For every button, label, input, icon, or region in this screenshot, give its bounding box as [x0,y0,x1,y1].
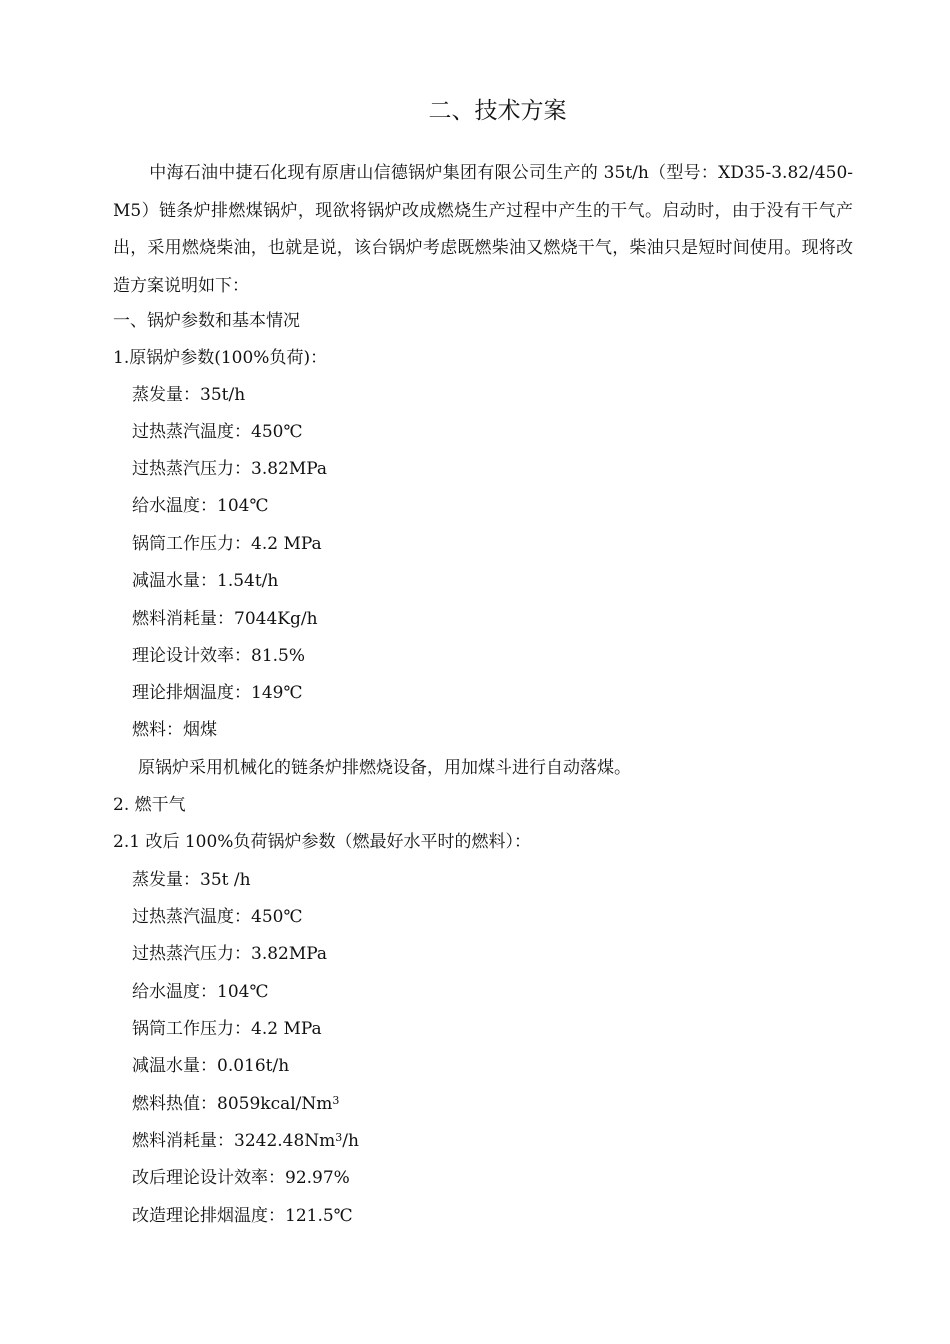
param-desuperheat-water: 减温水量：1.54t/h [132,571,279,591]
consumption-superscript: 3 [335,1131,343,1144]
section1-subheading: 1.原锅炉参数(100%负荷)： [113,348,328,368]
intro-paragraph [113,155,853,305]
param2-feedwater-temp: 给水温度：104℃ [132,982,269,1002]
section2-subheading: 2.1 改后 100%负荷锅炉参数（燃最好水平时的燃料）： [113,832,531,852]
param2-design-efficiency: 改后理论设计效率：92.97% [132,1168,350,1188]
param2-drum-pressure: 锅筒工作压力：4.2 MPa [132,1019,322,1039]
param-drum-pressure: 锅筒工作压力：4.2 MPa [132,534,322,554]
section2-heading: 2. 燃干气 [113,795,186,815]
param2-evaporation: 蒸发量：35t /h [132,870,251,890]
param-steam-pressure: 过热蒸汽压力：3.82MPa [132,459,328,479]
page-title: 二、技术方案 [428,98,567,124]
param2-exhaust-temp: 改造理论排烟温度：121.5℃ [132,1206,353,1226]
param2-steam-temp: 过热蒸汽温度：450℃ [132,907,303,927]
param-exhaust-temp: 理论排烟温度：149℃ [132,683,303,703]
section1-note: 原锅炉采用机械化的链条炉排燃烧设备，用加煤斗进行自动落煤。 [138,758,631,778]
param2-steam-pressure: 过热蒸汽压力：3.82MPa [132,944,328,964]
param-fuel: 燃料：烟煤 [132,720,217,740]
param-design-efficiency: 理论设计效率：81.5% [132,646,306,666]
param2-fuel-consumption [132,1129,359,1153]
heat-value-text: 燃料热值：8059kcal/Nm [132,1094,333,1114]
param-fuel-consumption: 燃料消耗量：7044Kg/h [132,609,318,629]
section1-heading: 一、锅炉参数和基本情况 [113,311,300,331]
heat-value-superscript: 3 [332,1094,340,1107]
intro-text: 中海石油中捷石化现有原唐山信德锅炉集团有限公司生产的 35t/h（型号：XD35-3.82/450-M5）链条炉排燃煤锅炉，现欲将锅炉改成燃烧生产过程中产生的干气。启动时，由于没有干气产出，采用燃烧柴油，也就是说，该台锅炉考虑既燃柴油又燃烧干气，柴油只是短时间使用。现将改造方案说明如下： [113,163,853,296]
param2-heat-value [132,1092,339,1116]
param2-desuperheat-water: 减温水量：0.016t/h [132,1056,290,1076]
param-steam-temp: 过热蒸汽温度：450℃ [132,422,303,442]
param-evaporation: 蒸发量：35t/h [132,385,246,405]
consumption-suffix: /h [342,1131,359,1151]
param-feedwater-temp: 给水温度：104℃ [132,496,269,516]
consumption-text: 燃料消耗量：3242.48Nm [132,1131,336,1151]
